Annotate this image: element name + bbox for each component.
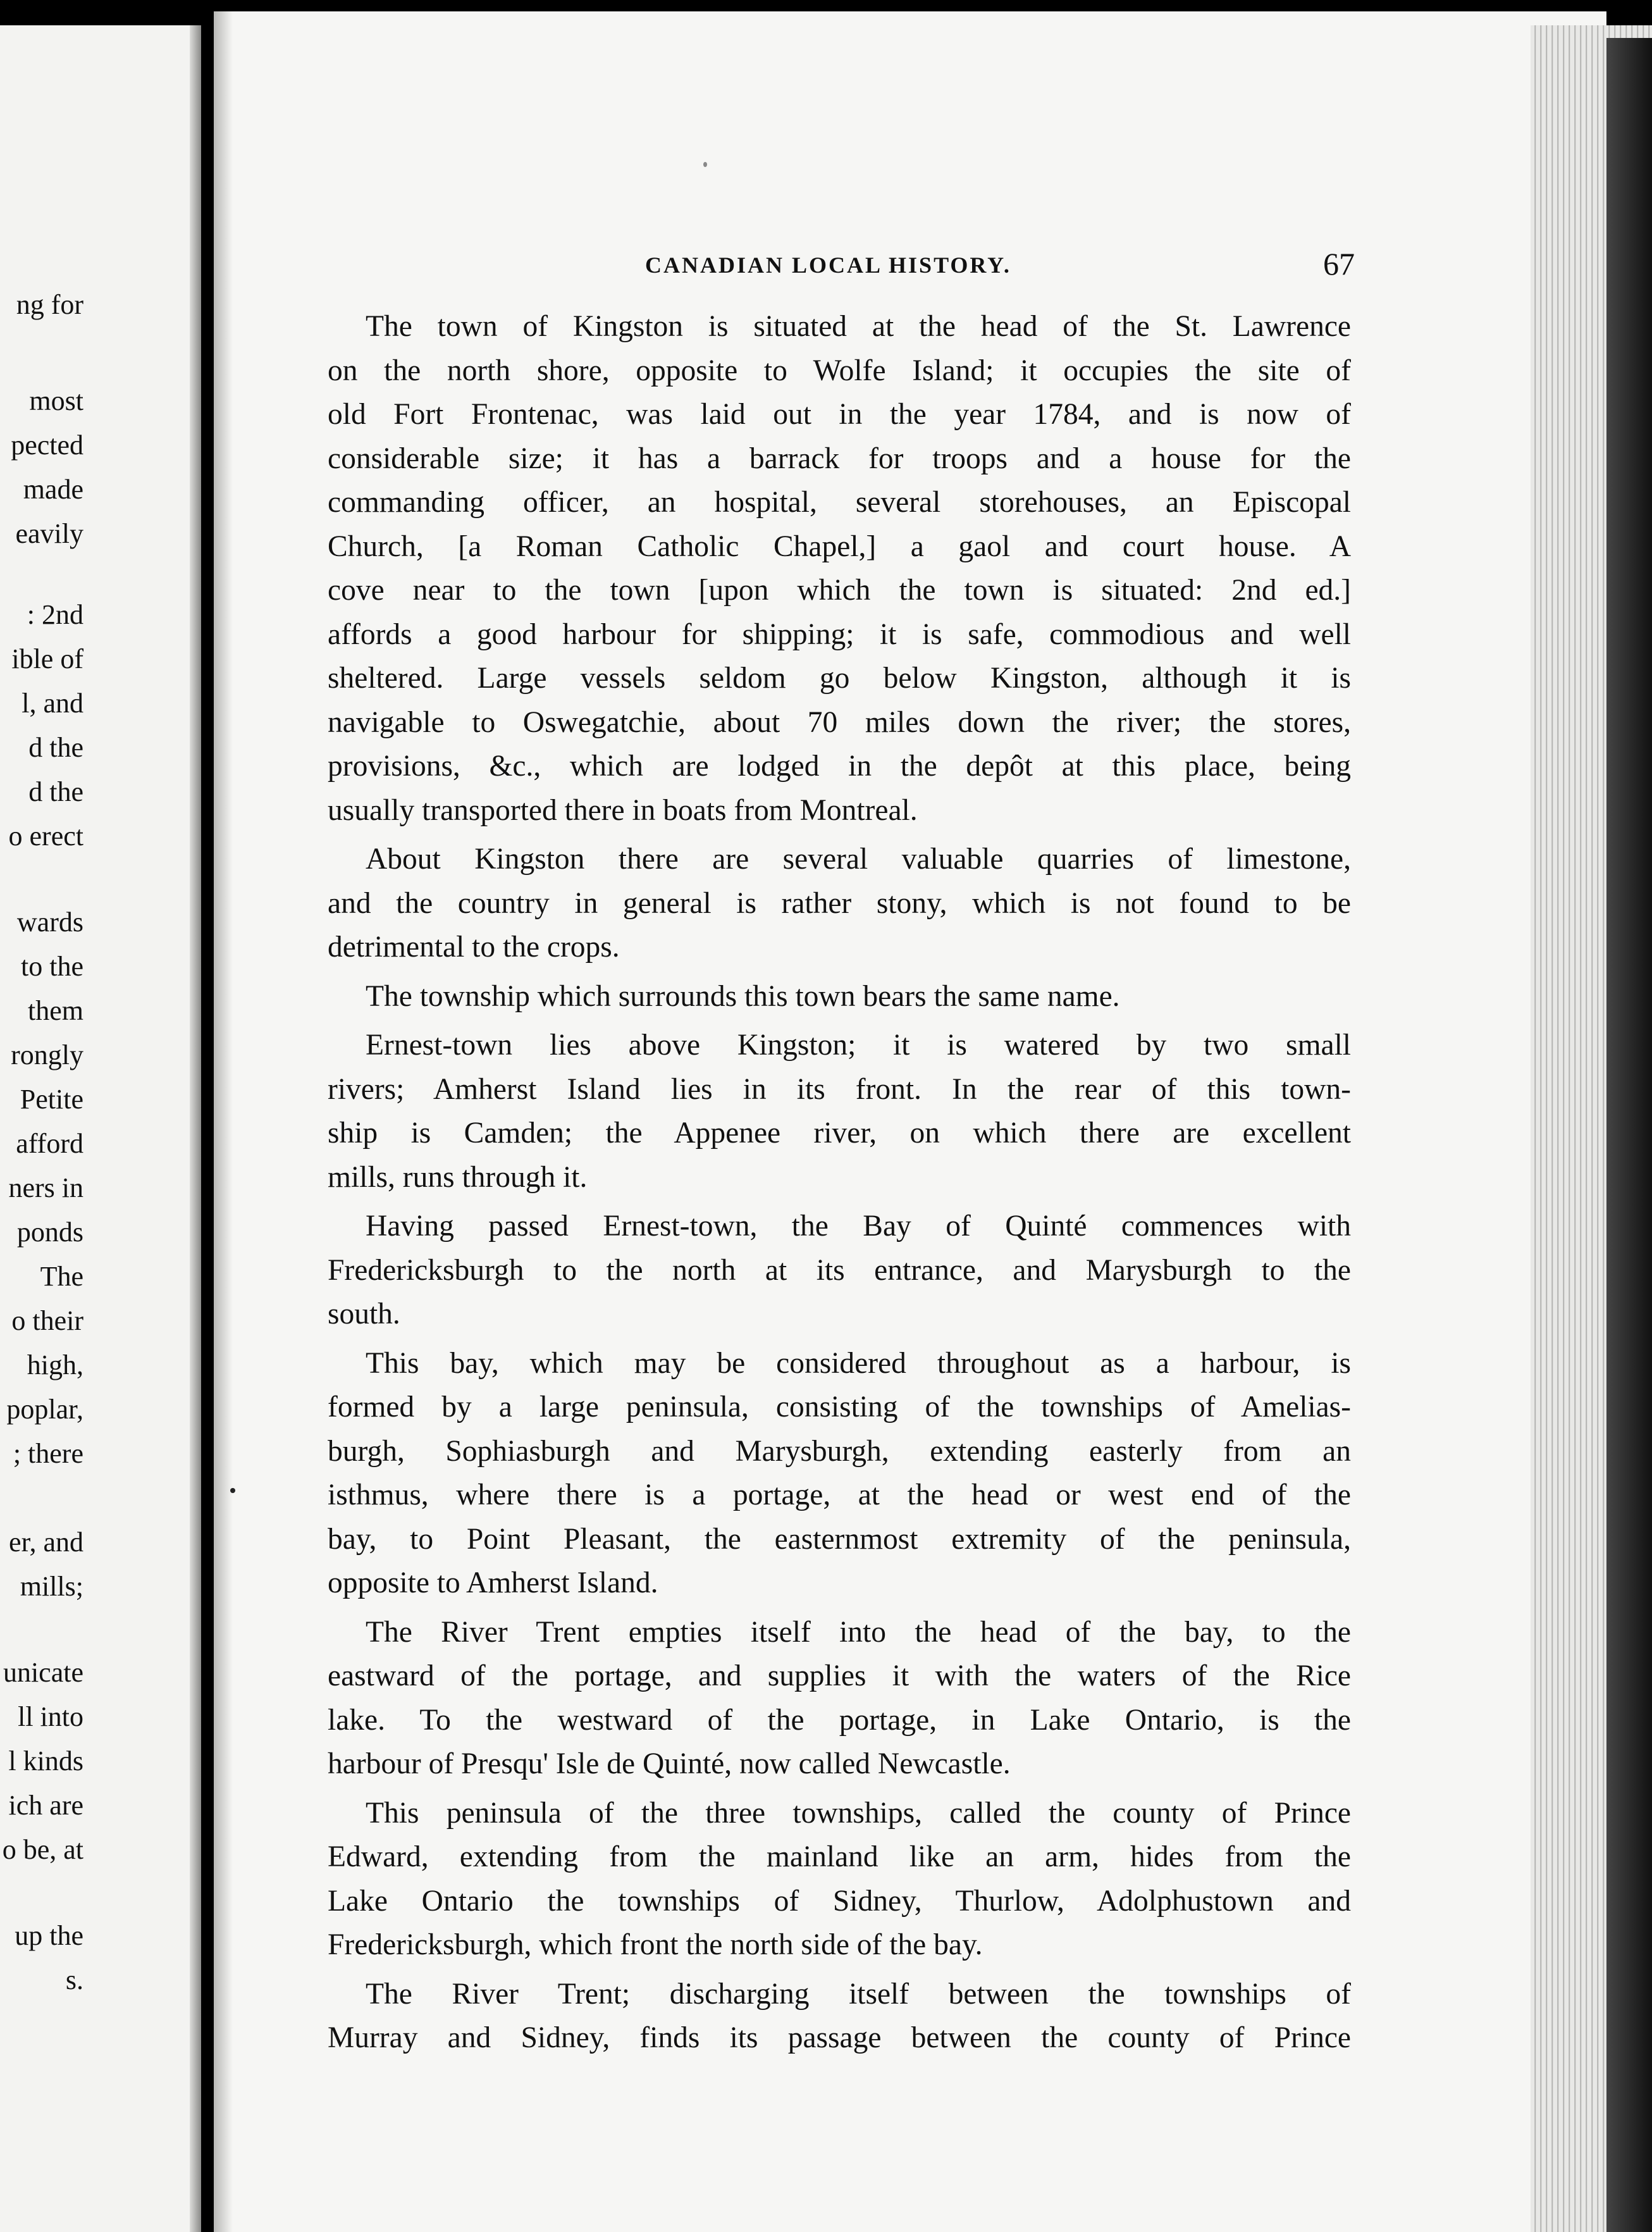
margin-mark <box>230 1488 235 1493</box>
text-line: eastward of the portage, and supplies it with the waters of the Rice <box>328 1659 1351 1692</box>
left-page-line: high, <box>27 1349 83 1380</box>
text-line: This bay, which may be considered throughout as a harbour, is <box>366 1346 1351 1380</box>
text-line: The River Trent; discharging itself between the townships of <box>366 1977 1351 2011</box>
left-page-line: s. <box>65 1964 83 1995</box>
text-line: detrimental to the crops. <box>328 931 620 964</box>
text-line: on the north shore, opposite to Wolfe Island; it occupies the site of <box>328 354 1351 387</box>
left-page-line: : 2nd <box>27 599 83 630</box>
paragraph <box>328 1973 1351 2061</box>
text-line: sheltered. Large vessels seldom go below Kingston, although it is <box>328 662 1351 695</box>
left-page-line: made <box>23 474 83 505</box>
left-page-line: The <box>40 1261 83 1292</box>
left-page-line: rongly <box>11 1039 83 1070</box>
paragraph <box>328 305 1351 833</box>
text-line: harbour of Presqu' Isle de Quinté, now called Newcastle. <box>328 1747 1011 1780</box>
text-line: south. <box>328 1298 400 1330</box>
text-line: rivers; Amherst Island lies in its front. In the rear of this town- <box>328 1072 1351 1106</box>
left-page-line: d the <box>28 776 83 807</box>
text-line: The River Trent empties itself into the head of the bay, to the <box>366 1615 1351 1649</box>
left-page-line: ll into <box>18 1701 83 1732</box>
text-line: considerable size; it has a barrack for troops and a house for the <box>328 442 1351 475</box>
text-line: lake. To the westward of the portage, in Lake Ontario, is the <box>328 1703 1351 1737</box>
left-page-line: er, and <box>9 1527 83 1558</box>
body-text <box>328 305 1351 2066</box>
text-line: The town of Kingston is situated at the head of the St. Lawrence <box>366 310 1351 343</box>
text-line: affords a good harbour for shipping; it is safe, commodious and well <box>328 617 1351 651</box>
text-line: commanding officer, an hospital, several storehouses, an Episcopal <box>328 486 1351 519</box>
left-page-line: pected <box>11 430 83 461</box>
text-line: This peninsula of the three townships, called the county of Prince <box>366 1796 1351 1830</box>
paper-speck <box>703 162 707 167</box>
left-page-line: most <box>29 385 83 416</box>
text-line: The township which surrounds this town bears the same name. <box>366 979 1120 1013</box>
book-gutter <box>201 0 214 2232</box>
paragraph <box>328 1611 1351 1787</box>
paragraph <box>328 1792 1351 1968</box>
text-line: burgh, Sophiasburgh and Marysburgh, extending easterly from an <box>328 1434 1351 1468</box>
left-page-line: them <box>28 995 83 1026</box>
left-page-line: afford <box>16 1128 83 1159</box>
running-header-title: CANADIAN LOCAL HISTORY. <box>645 252 1011 278</box>
text-line: ship is Camden; the Appenee river, on which there are excellent <box>328 1117 1351 1150</box>
text-line: bay, to Point Pleasant, the easternmost extremity of the peninsula, <box>328 1522 1351 1556</box>
left-page-line: o be, at <box>2 1834 83 1865</box>
left-page-line: l kinds <box>8 1745 83 1776</box>
paragraph <box>328 1205 1351 1337</box>
left-page-line: ners in <box>8 1172 83 1203</box>
left-page-line: ponds <box>16 1217 83 1248</box>
text-line: About Kingston there are several valuable quarries of limestone, <box>366 843 1351 876</box>
text-line: Ernest-town lies above Kingston; it is watered by two small <box>366 1029 1351 1062</box>
left-page-line: eavily <box>15 518 83 549</box>
text-line: usually transported there in boats from Montreal. <box>328 793 918 827</box>
paragraph <box>328 1024 1351 1200</box>
left-page-line: o erect <box>8 821 83 852</box>
text-line: formed by a large peninsula, consisting of the townships of Amelias- <box>328 1391 1351 1423</box>
text-line: and the country in general is rather stony, which is not found to be <box>328 886 1351 920</box>
text-line: Church, [a Roman Catholic Chapel,] a gaol and court house. A <box>328 530 1351 563</box>
text-line: Lake Ontario the townships of Sidney, Thurlow, Adolphustown and <box>328 1884 1351 1918</box>
main-page-binding-shadow <box>214 11 233 2232</box>
left-page-line: Petite <box>20 1084 83 1115</box>
left-page-line: l, and <box>22 688 83 719</box>
text-line: Murray and Sidney, finds its passage between the county of Prince <box>328 2021 1351 2054</box>
paragraph <box>328 1342 1351 1606</box>
left-page-line: ible of <box>11 643 83 674</box>
text-line: navigable to Oswegatchie, about 70 miles down the river; the stores, <box>328 705 1351 739</box>
text-line: isthmus, where there is a portage, at the head or west end of the <box>328 1479 1351 1511</box>
left-page-line: ; there <box>13 1438 83 1469</box>
left-page-line: o their <box>11 1305 83 1336</box>
left-facing-page <box>0 25 201 2232</box>
text-line: opposite to Amherst Island. <box>328 1566 658 1599</box>
left-page-line: wards <box>16 907 83 938</box>
left-page-line: mills; <box>20 1571 83 1602</box>
text-line: cove near to the town [upon which the town is situated: 2nd ed.] <box>328 574 1351 607</box>
text-line: Fredericksburgh, which front the north side of the bay. <box>328 1928 983 1961</box>
left-page-line: to the <box>21 951 83 982</box>
left-page-line: d the <box>28 732 83 763</box>
text-line: Fredericksburgh to the north at its entrance, and Marysburgh to the <box>328 1253 1351 1287</box>
paragraph <box>328 975 1351 1019</box>
left-page-line: up the <box>15 1920 83 1951</box>
left-page-line: ng for <box>16 289 83 320</box>
text-line: mills, runs through it. <box>328 1160 588 1194</box>
paragraph <box>328 838 1351 970</box>
text-line: old Fort Frontenac, was laid out in the year 1784, and is now of <box>328 398 1351 431</box>
page-edge-shadow <box>1606 38 1652 2232</box>
text-line: Having passed Ernest-town, the Bay of Quinté commences with <box>366 1210 1351 1243</box>
page-number: 67 <box>1323 246 1355 282</box>
left-page-line: poplar, <box>6 1394 83 1425</box>
text-line: provisions, &c., which are lodged in the depôt at this place, being <box>328 750 1351 783</box>
text-line: Edward, extending from the mainland like an arm, hides from the <box>328 1840 1351 1873</box>
left-page-line: unicate <box>3 1657 83 1688</box>
left-page-line: ich are <box>8 1790 83 1821</box>
